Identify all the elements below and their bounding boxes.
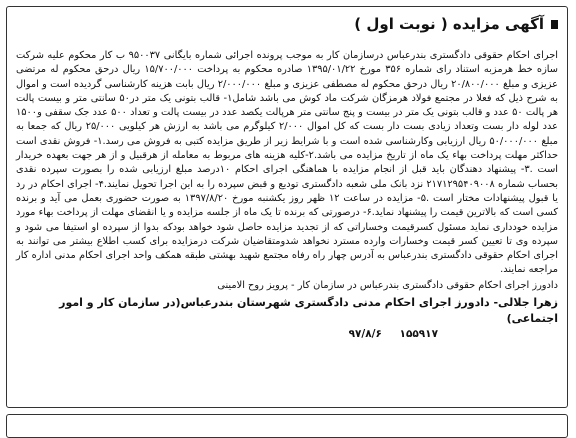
notice-number: ۱۵۵۹۱۷ [399, 327, 438, 340]
notice-date: ۹۷/۸/۶ [348, 327, 382, 340]
signature-line-1: دادورز اجرای احکام حقوقی دادگستری بندرعباس در سازمان کار - پرویز روح الامینی [217, 279, 558, 291]
notice-title-row [16, 11, 558, 37]
next-notice-frame [6, 414, 568, 438]
notice-codes [16, 328, 558, 340]
notice-title: آگهی مزایده ( نوبت اول ) [354, 15, 544, 33]
signature-line-2: زهرا جلالی- دادورز اجرای احکام مدنی دادگستری شهرستان بندرعباس(در سازمان کار و امور اجتماعی) [59, 295, 558, 325]
square-bullet-icon [551, 20, 558, 29]
notice-body: اجرای احکام حقوقی دادگستری بندرعباس درسازمان کار به موجب پرونده اجرائی شماره بایگانی ۹۵۰۰۳۷ ب کار محکوم علیه شرکت سازه خط هرمزبه استناد رای شماره ۳۵۶ مورخ ۱۳۹۵/۰۱/۲۲ صادره محکوم به پرداخت ۱۵/۷۰۰/۰۰۰ ریال درحق محکوم له مرتضی عزیزی و مبلغ ۲۰/۸۰۰/۰۰۰ ریال درحق محکوم له مصطفی عزیزی و مبلغ ۲/۰۰۰/۰۰۰ ریال بابت هزینه کارشناسی گردیده است و اموال به شرح ذیل که فعلا در مجتمع فولاد هرمزگان شرکت ماد کوش می باشد شامل۱- قالب بتونی یک متر در۵۰ سانتی متر و بیست پالت هر پالت ۵۰ عدد و قالب بتونی یک متر در بیست و پنج سانتی متر هرپالت یکصد عدد در بیست پالت و تعداد ۵۰۰ عدد جک سقفی و۱۵۰۰ عدد لوله دار بست وتعداد زیادی بست دار بست که کل اموال ۲/۰۰۰ کیلوگرم می باشد به ارزش هر کیلویی ۲۵/۰۰۰ ریال که جمعا به مبلغ ۵۰/۰۰۰/۰۰۰ ریال ارزیابی وکارشناسی شده است و با شرایط زیر از طریق مزایده کتبی به فروش می رسد.۱- فروش نقدی است حداکثر مهلت پرداخت بهاء یک ماه از تاریخ مزایده می باشد.۲-کلیه هزینه های مربوط به معامله از هرقبیل و از هر جهت بعهده خریدار است .۳- پیشنهاد دهندگان باید قبل از انجام مزایده با هماهنگی اجرای احکام ۱۰درصد مبلغ ارزیابی شده را بصورت سپرده نقدی بحساب شماره ۲۱۷۱۲۹۵۴۰۹۰۰۸ نزد بانک ملی شعبه دادگستری تودیع و قبض سپرده را به این اجرا تحویل نمایند.۴- اجرای احکام در رد یا قبول پیشنهادات مختار است .۵- مزایده در ساعت ۱۲ ظهر روز یکشنبه مورخ ۱۳۹۷/۸/۲۰ به صورت حضوری بعمل می آید و برنده کسی است که بالاترین قیمت را پیشنهاد نماید.۶- درصورتی که برنده تا یک ماه از جلسه مزایده و یا انقضای مهلت از پرداخت بهاء مورد مزایده خودداری نماید مسئول کسرقیمت وخساراتی که از تجدید مزایده حاصل شود خواهد بودکه بدوا از سپرده او استیفا می شود و سپرده وی تا تعیین کسر قیمت وخسارات وارده مسترد نخواهد شدومتقاضیان شرکت درمزایده برای کسب اطلاع بیشتر می توانند به اجرای احکام حقوقی دادگستری بندرعباس به آدرس چهار راه رفاه مجتمع شهید بهشتی طبقه همکف واحد اجرای احکام مدنی اداره کار مراجعه نمایند. [16, 50, 559, 276]
auction-notice [6, 6, 568, 408]
